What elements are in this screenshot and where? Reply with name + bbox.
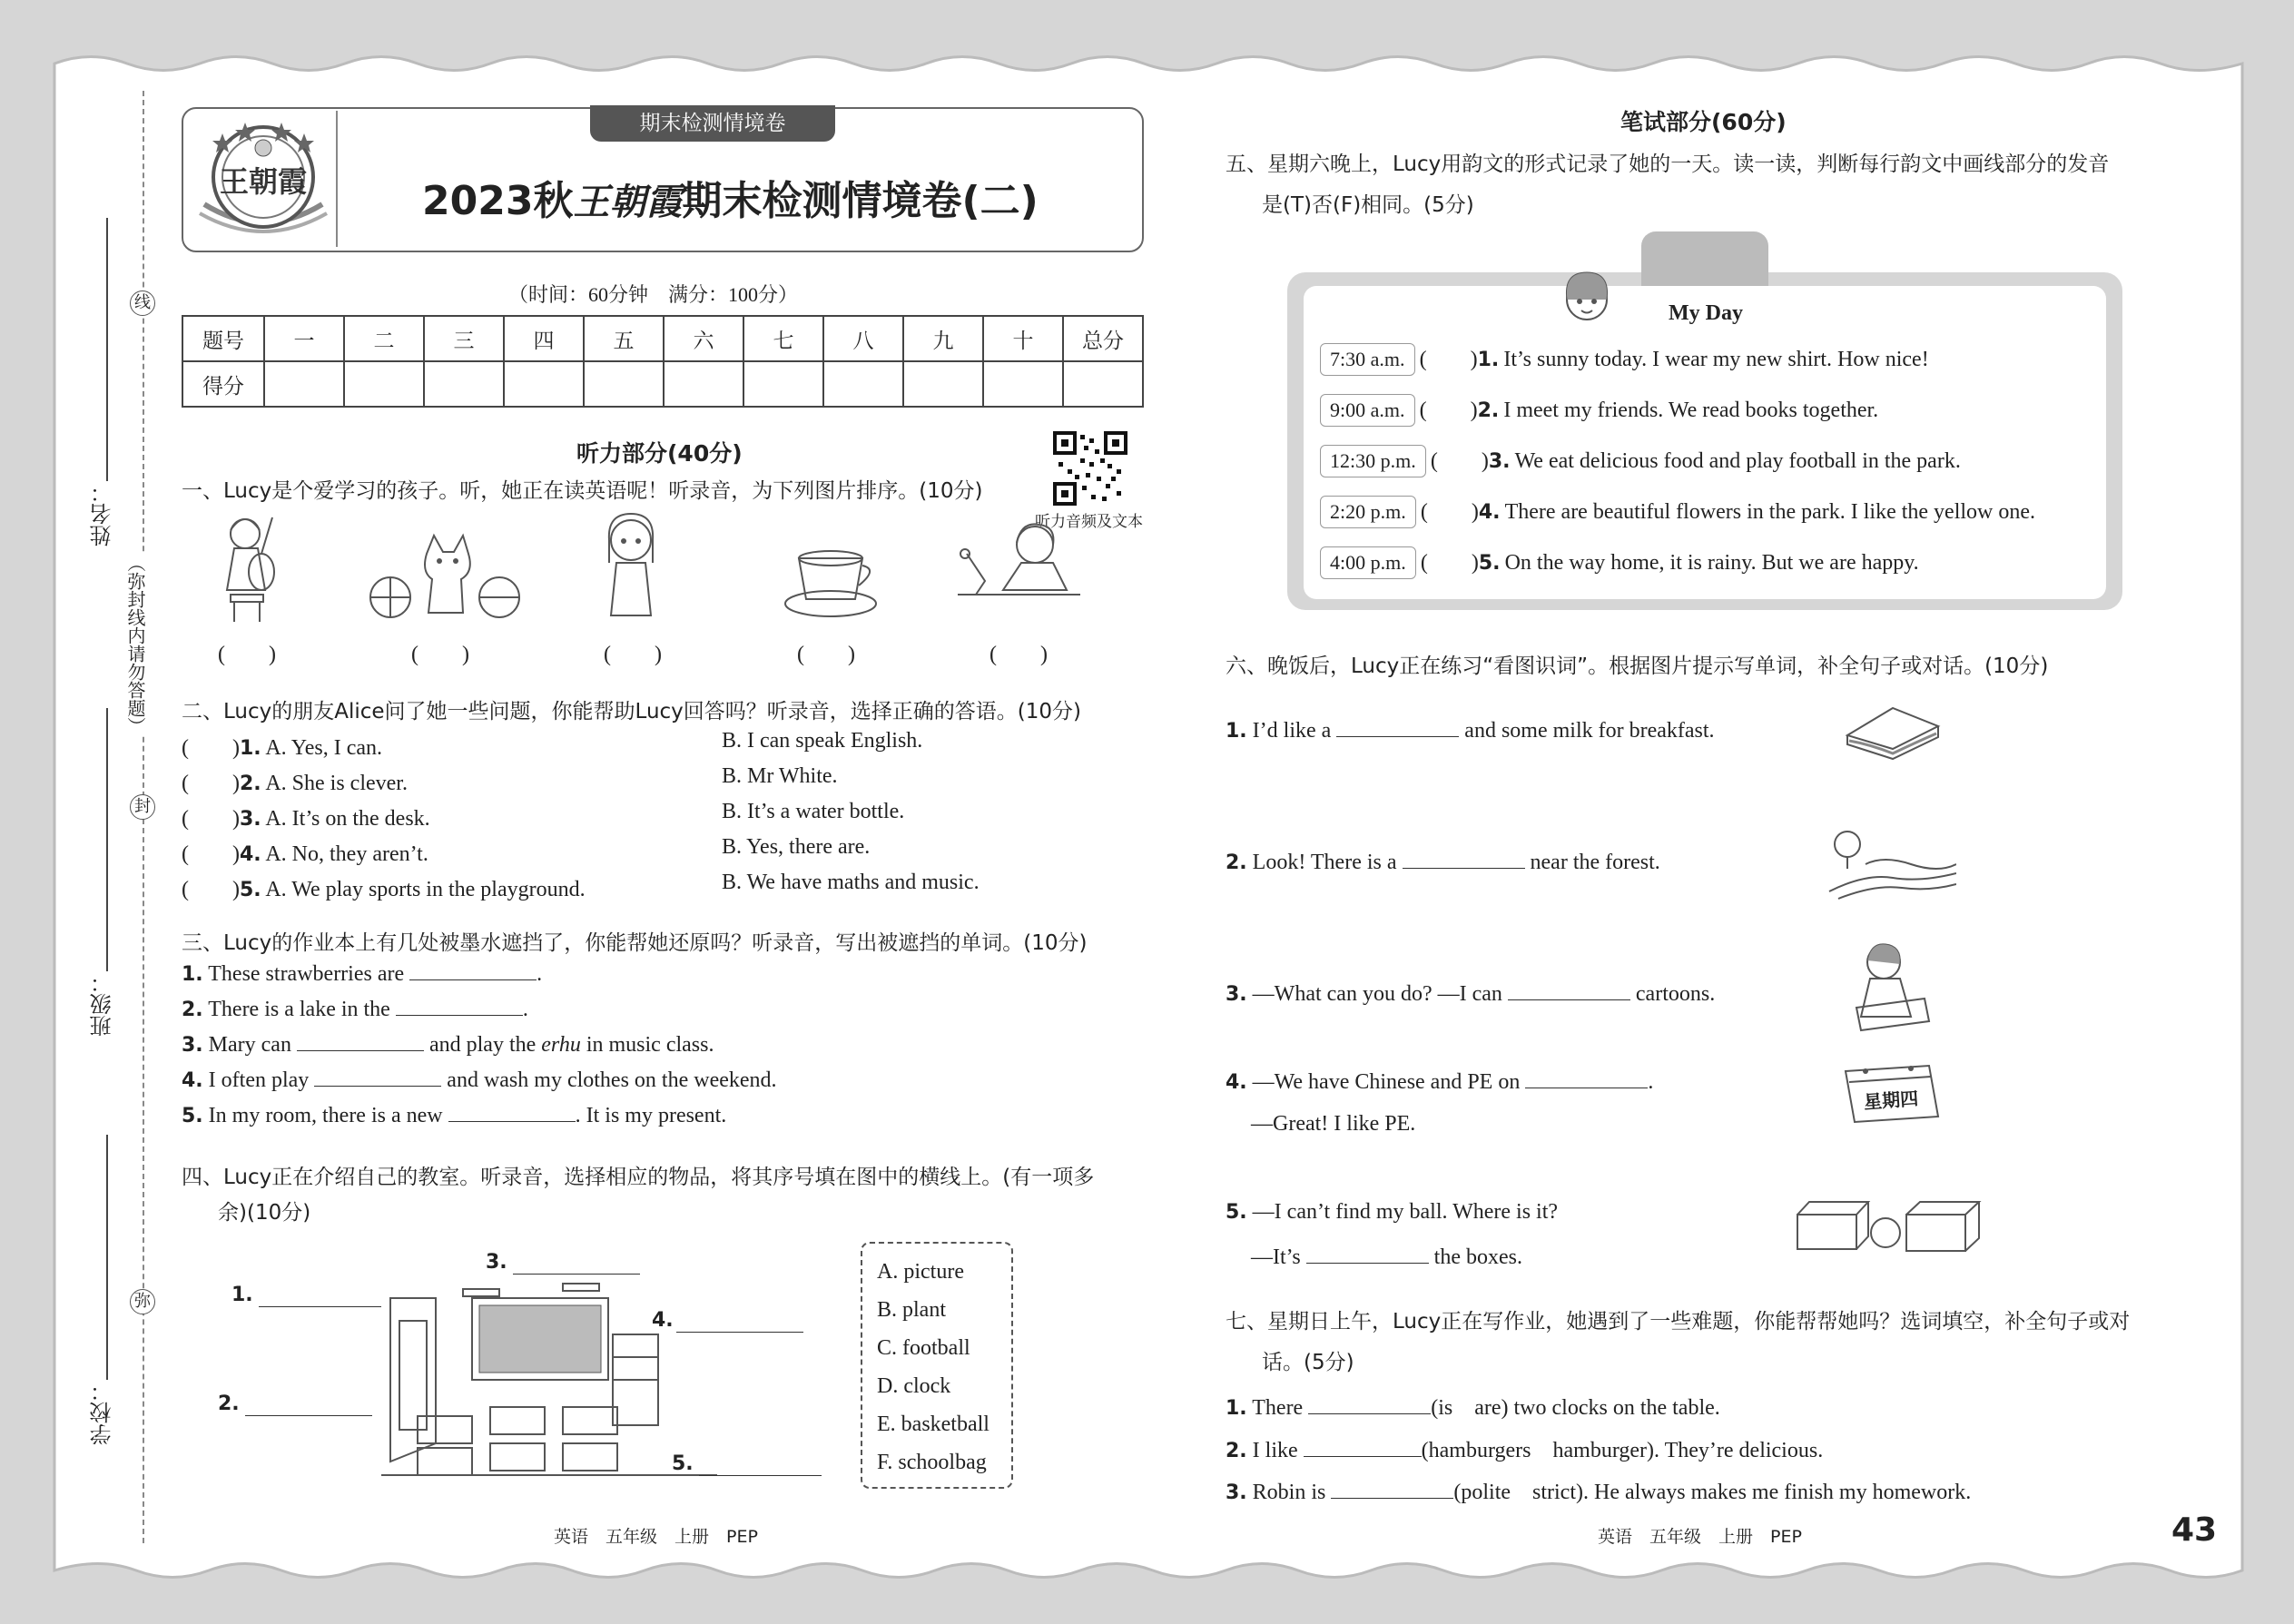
day-row [1320, 340, 2119, 386]
sandwich-picture [1838, 699, 1943, 763]
girl-avatar-picture [1551, 263, 1623, 336]
answer-blank[interactable] [314, 1067, 441, 1087]
answer-paren[interactable]: ( ) [1430, 449, 1489, 473]
q7-item [1226, 1473, 1971, 1505]
item-text: I often play [208, 1068, 310, 1092]
score-header: 三 [424, 316, 504, 361]
answer-blank[interactable] [1403, 849, 1525, 869]
answer-blank[interactable] [1525, 1068, 1648, 1088]
name-label: 姓名： [90, 481, 115, 546]
option-b: B. I can speak English. [722, 729, 923, 753]
logo-text: 王朝霞 [219, 165, 307, 198]
q3-item [182, 1067, 1144, 1102]
q6-item [1226, 849, 1660, 875]
time-info: （时间：60分钟 满分：100分） [508, 283, 799, 306]
item-text: I’d like a [1252, 719, 1332, 743]
time-box: 12:30 p.m. [1320, 445, 1426, 477]
score-row-label: 得分 [182, 361, 264, 407]
item-text: These strawberries are [208, 962, 405, 986]
answer-blank[interactable] [1308, 1394, 1431, 1414]
item-number: 3. [1226, 1481, 1247, 1504]
score-header: 六 [664, 316, 743, 361]
item-number: 5. [182, 1105, 203, 1127]
seal-note: （弥封线内请勿答题） [124, 554, 146, 735]
writing-title: 笔试部分(60分) [1620, 109, 1787, 135]
item-text: Look! There is a [1252, 851, 1397, 874]
item-text: (polite strict). He always makes me finish my homework. [1453, 1481, 1972, 1504]
answer-blank[interactable] [297, 1031, 424, 1051]
footer-right: 英语 五年级 上册 PEP [1598, 1527, 1802, 1547]
option-a: A. It’s on the desk. [265, 807, 430, 831]
q6-item [1226, 1068, 1653, 1095]
item-number: 4. [182, 1069, 203, 1092]
answer-paren[interactable]: ( ) [182, 878, 240, 901]
item-text: (is are) two clocks on the table. [1431, 1396, 1720, 1420]
label-2-blank[interactable] [245, 1396, 372, 1416]
day-row [1320, 493, 2119, 538]
label-5: 5. [672, 1452, 694, 1475]
answer-paren[interactable]: ( ) [182, 736, 240, 760]
page-number: 43 [2171, 1511, 2218, 1549]
q4-options-box [861, 1242, 1013, 1489]
item-text: In my room, there is a new [208, 1104, 443, 1127]
label-2: 2. [218, 1393, 240, 1415]
item-number: 2. [1477, 399, 1500, 422]
score-header: 总分 [1063, 316, 1143, 361]
classroom-figure [209, 1244, 844, 1489]
option-a: A. We play sports in the playground. [265, 878, 586, 901]
item-number: 3. [1226, 983, 1247, 1006]
answer-blank[interactable] [1331, 1479, 1453, 1499]
qr-code[interactable] [1053, 431, 1127, 506]
time-box: 4:00 p.m. [1320, 546, 1416, 579]
rhyme-text: On the way home, it is rainy. But we are happy. [1504, 551, 1919, 575]
option-item: B. plant [877, 1298, 946, 1322]
q1-answer-paren[interactable]: ( ) [604, 643, 662, 666]
q1-picture-row [182, 508, 1089, 635]
label-4: 4. [652, 1309, 674, 1332]
title-suffix: 期末检测情境卷(二) [682, 178, 1039, 224]
score-cell[interactable] [743, 361, 823, 407]
item-number: 1. [239, 737, 261, 760]
girl-picture [595, 508, 667, 626]
answer-paren[interactable]: ( ) [182, 807, 240, 831]
score-header: 八 [823, 316, 903, 361]
item-number: 1. [1226, 720, 1247, 743]
q7-heading: 七、星期日上午，Lucy正在写作业，她遇到了一些难题，你能帮帮她吗？选词填空，补全句子或对 [1226, 1310, 2131, 1334]
option-b: B. Yes, there are. [722, 835, 871, 859]
item-text: the boxes. [1433, 1245, 1522, 1269]
answer-paren[interactable]: ( ) [1420, 551, 1479, 575]
q1-answer-paren[interactable]: ( ) [411, 643, 469, 666]
item-text: Robin is [1252, 1481, 1326, 1504]
page-title [422, 168, 1039, 226]
item-number: 5. [1478, 552, 1501, 575]
item-text: Mary can [208, 1033, 291, 1057]
item-text: . It is my present. [575, 1104, 727, 1127]
score-table [182, 315, 1144, 408]
item-number: 4. [239, 843, 261, 866]
item-number: 2. [239, 773, 261, 795]
answer-paren[interactable]: ( ) [1419, 348, 1478, 371]
item-number: 5. [1226, 1201, 1247, 1224]
q2-item [182, 800, 1144, 835]
item-text: in music class. [586, 1033, 714, 1057]
score-header: 十 [983, 316, 1063, 361]
option-b: B. We have maths and music. [722, 871, 980, 894]
item-number: 1. [1226, 1397, 1247, 1420]
rhyme-text: It’s sunny today. I wear my new shirt. How nice! [1503, 348, 1929, 371]
label-5-blank[interactable] [699, 1456, 822, 1476]
score-cell[interactable] [584, 361, 664, 407]
seal-mark-feng: 封 [130, 794, 155, 820]
score-cell[interactable] [1063, 361, 1143, 407]
header-banner: 期末检测情境卷 [590, 105, 835, 142]
item-text: . [1648, 1070, 1654, 1094]
q7-item [1226, 1432, 1823, 1463]
score-header: 题号 [182, 316, 264, 361]
q6-item [1226, 980, 1715, 1007]
option-item: C. football [877, 1336, 970, 1360]
school-line[interactable] [106, 1135, 108, 1380]
score-cell[interactable] [504, 361, 584, 407]
q5-heading: 五、星期六晚上，Lucy用韵文的形式记录了她的一天。读一读，判断每行韵文中画线部分的发音 [1226, 153, 2110, 176]
boxes-and-ball-picture [1793, 1196, 1988, 1255]
item-text: and wash my clothes on the weekend. [447, 1068, 777, 1092]
answer-blank[interactable] [1304, 1437, 1422, 1457]
score-header: 九 [903, 316, 983, 361]
answer-blank[interactable] [396, 996, 523, 1016]
q3-list [182, 960, 1144, 1137]
girl-drawing-picture [1838, 935, 1938, 1035]
score-header: 一 [264, 316, 344, 361]
q2-item [182, 764, 1144, 800]
q3-item [182, 1102, 1144, 1137]
q2-list [182, 729, 1144, 906]
my-day-card [1287, 272, 2122, 610]
item-number: 5. [239, 879, 261, 901]
answer-blank[interactable] [1508, 980, 1630, 1000]
class-label: 班级： [90, 971, 115, 1037]
calendar-text: 星期四 [1863, 1087, 1919, 1114]
q5-heading-cont: 是(T)否(F)相同。(5分) [1262, 193, 1474, 217]
q4-heading: 四、Lucy正在介绍自己的教室。听录音，选择相应的物品，将其序号填在图中的横线上。(有一项多 [182, 1166, 1095, 1189]
option-item: F. schoolbag [877, 1451, 987, 1474]
item-number: 3. [1488, 450, 1511, 473]
label-1-blank[interactable] [259, 1287, 381, 1307]
item-number: 2. [182, 999, 203, 1021]
q1-heading: 一、Lucy是个爱学习的孩子。听，她正在读英语呢！听录音，为下列图片排序。(10分) [182, 479, 983, 503]
seal-mark-mi: 弥 [130, 1289, 155, 1314]
q6-item [1226, 1200, 1558, 1225]
answer-paren[interactable]: ( ) [182, 842, 240, 866]
option-item: A. picture [877, 1260, 964, 1284]
score-cell[interactable] [664, 361, 743, 407]
item-number: 1. [1477, 349, 1500, 371]
item-text: There is a lake in the [208, 998, 390, 1021]
item-text: There [1252, 1396, 1304, 1420]
item-text: . [522, 998, 528, 1021]
item-text: . [537, 962, 543, 986]
item-text: near the forest. [1530, 851, 1660, 874]
item-number: 4. [1226, 1071, 1247, 1094]
option-b: B. It’s a water bottle. [722, 800, 905, 823]
item-text: —We have Chinese and PE on [1252, 1070, 1521, 1094]
item-number: 1. [182, 963, 203, 986]
option-a: A. She is clever. [265, 772, 408, 795]
item-text: I like [1252, 1439, 1298, 1462]
label-3: 3. [486, 1251, 507, 1274]
brand-logo [195, 113, 331, 241]
school-label: 学校： [90, 1380, 115, 1445]
answer-paren[interactable]: ( ) [1420, 500, 1479, 524]
option-b: B. Mr White. [722, 764, 838, 788]
seal-mark-xian: 线 [130, 290, 155, 316]
item-text: and some milk for breakfast. [1464, 719, 1715, 743]
q4-heading-cont: 余)(10分) [218, 1201, 311, 1225]
item-text: —It’s [1251, 1245, 1301, 1269]
option-a: A. Yes, I can. [265, 736, 383, 760]
boy-drawing-picture [949, 517, 1085, 617]
q3-heading: 三、Lucy的作业本上有几处被墨水遮挡了，你能帮她还原吗？听录音，写出被遮挡的单词。(10分) [182, 931, 1088, 955]
q7-heading-cont: 话。(5分) [1262, 1351, 1354, 1374]
q1-answer-paren[interactable]: ( ) [989, 643, 1048, 666]
q6-item [1226, 717, 1715, 743]
qr-caption: 听力音频及文本 [1035, 513, 1143, 530]
q3-item [182, 996, 1144, 1031]
item-emphasis: erhu [541, 1033, 581, 1057]
option-item: E. basketball [877, 1412, 989, 1436]
footer-left: 英语 五年级 上册 PEP [554, 1527, 758, 1547]
logo-divider [336, 111, 338, 247]
score-cell[interactable] [903, 361, 983, 407]
time-box: 2:20 p.m. [1320, 496, 1416, 528]
time-box: 9:00 a.m. [1320, 394, 1415, 427]
girl-pipa-picture [209, 508, 290, 626]
q3-item [182, 1031, 1144, 1067]
time-box: 7:30 a.m. [1320, 343, 1415, 376]
answer-blank[interactable] [1336, 717, 1459, 737]
day-row [1320, 544, 2119, 589]
cat-and-balls-picture [363, 527, 527, 626]
q6-heading: 六、晚饭后，Lucy正在练习“看图识词”。根据图片提示写单词，补全句子或对话。(10分) [1226, 655, 2049, 678]
cup-picture [781, 540, 881, 622]
item-text: —I can’t find my ball. Where is it? [1252, 1200, 1559, 1224]
item-text: cartoons. [1635, 982, 1716, 1006]
label-1: 1. [231, 1284, 253, 1306]
option-item: D. clock [877, 1374, 951, 1398]
score-header: 二 [344, 316, 424, 361]
score-cell[interactable] [823, 361, 903, 407]
answer-paren[interactable]: ( ) [1419, 399, 1478, 422]
rhyme-text: I meet my friends. We read books together. [1503, 399, 1879, 422]
day-row [1320, 442, 2119, 487]
name-line[interactable] [106, 218, 108, 481]
q7-item [1226, 1389, 1720, 1421]
q1-answer-paren[interactable]: ( ) [218, 643, 276, 666]
score-header: 四 [504, 316, 584, 361]
answer-blank[interactable] [409, 960, 537, 980]
calendar-picture [1838, 1062, 1943, 1126]
item-text: and play the [428, 1033, 537, 1057]
item-number: 3. [182, 1034, 203, 1057]
river-picture [1820, 828, 1956, 901]
q1-answer-row [182, 635, 1089, 666]
label-3-blank[interactable] [513, 1255, 640, 1275]
listening-title: 听力部分(40分) [576, 440, 743, 467]
q6-item-line2: —Great! I like PE. [1251, 1112, 1416, 1136]
answer-blank[interactable] [1306, 1244, 1429, 1264]
score-cell[interactable] [344, 361, 424, 407]
q2-item [182, 835, 1144, 871]
answer-blank[interactable] [448, 1102, 576, 1122]
option-a: A. No, they aren’t. [265, 842, 428, 866]
item-number: 3. [239, 808, 261, 831]
answer-paren[interactable]: ( ) [182, 772, 240, 795]
item-text: (hamburgers hamburger). They’re delicious. [1421, 1439, 1824, 1462]
item-text: —What can you do? —I can [1252, 982, 1502, 1006]
title-brand: 王朝霞 [573, 182, 683, 222]
q2-heading: 二、Lucy的朋友Alice问了她一些问题，你能帮助Lucy回答吗？听录音，选择正确的答语。(10分) [182, 700, 1082, 723]
card-title: My Day [1669, 301, 1743, 325]
score-header: 五 [584, 316, 664, 361]
q6-item-line2 [1251, 1244, 1522, 1270]
score-cell[interactable] [264, 361, 344, 407]
item-number: 4. [1478, 501, 1501, 524]
day-row [1320, 391, 2119, 437]
score-cell[interactable] [983, 361, 1063, 407]
score-header: 七 [743, 316, 823, 361]
q3-item [182, 960, 1144, 996]
item-number: 2. [1226, 1440, 1247, 1462]
title-prefix: 2023秋 [422, 178, 574, 224]
class-line[interactable] [106, 708, 108, 971]
q1-answer-paren[interactable]: ( ) [797, 643, 855, 666]
rhyme-text: There are beautiful flowers in the park. I like the yellow one. [1504, 500, 2036, 524]
item-number: 2. [1226, 851, 1247, 874]
binding-margin [86, 73, 186, 1552]
score-cell[interactable] [424, 361, 504, 407]
rhyme-text: We eat delicious food and play football in the park. [1514, 449, 1961, 473]
q2-item [182, 729, 1144, 764]
q2-item [182, 871, 1144, 906]
clipboard-clip [1641, 231, 1768, 286]
label-4-blank[interactable] [676, 1313, 803, 1333]
